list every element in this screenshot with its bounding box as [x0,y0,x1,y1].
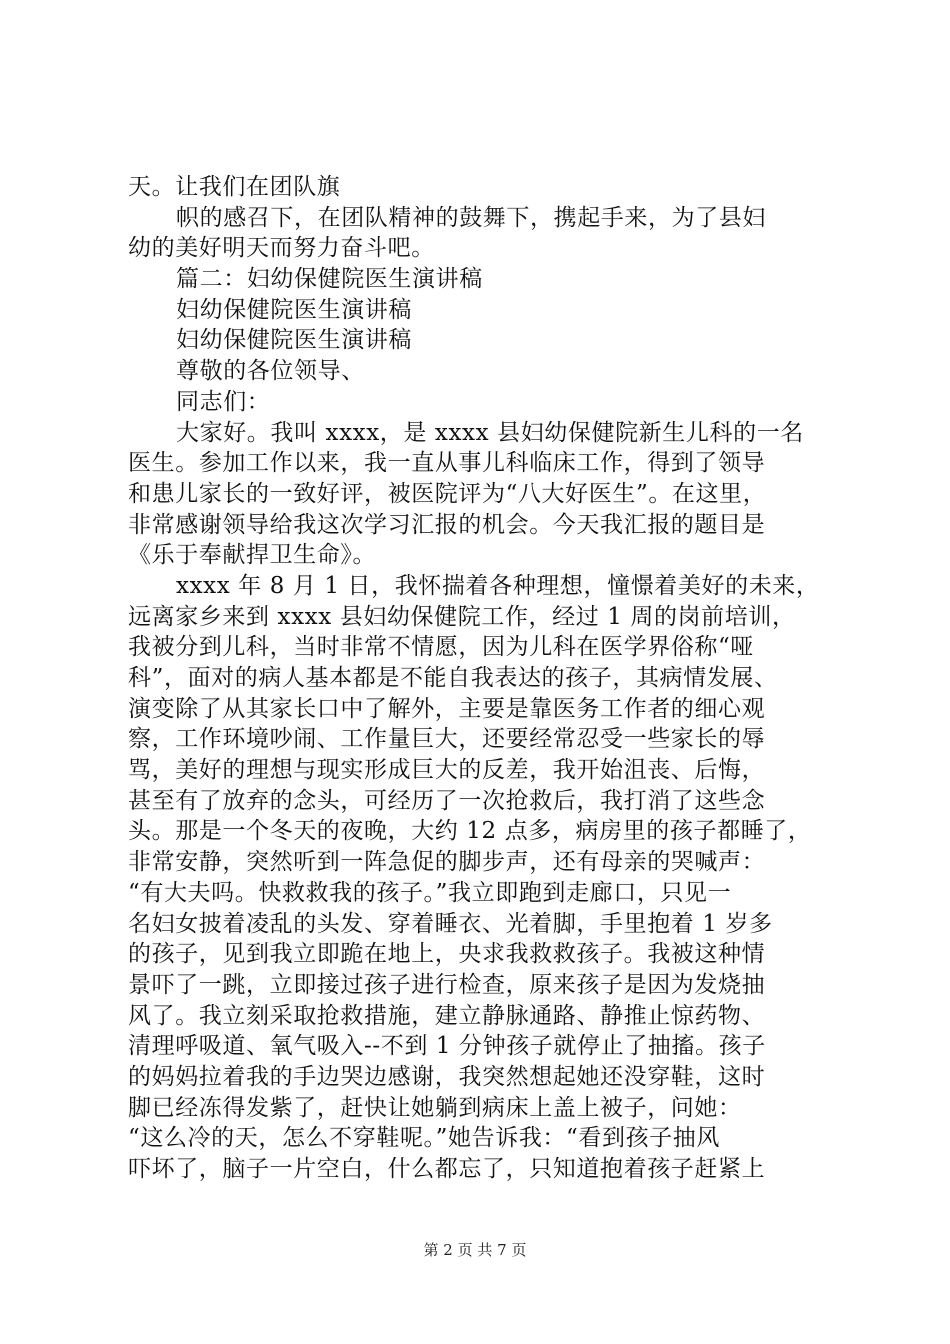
text-line: 名妇女披着凌乱的头发、穿着睡衣、光着脚，手里抱着 1 岁多 [128,910,773,937]
text-line: 妇幼保健院医生演讲稿 [176,296,412,323]
text-line: 妇幼保健院医生演讲稿 [176,327,412,354]
text-line: 的妈妈拉着我的手边哭边感谢，我突然想起她还没穿鞋，这时 [128,1063,766,1090]
text-line: 《乐于奉献捍卫生命》。 [128,542,377,569]
text-line: 远离家乡来到 xxxx 县妇幼保健院工作，经过 1 周的岗前培训， [128,603,796,630]
text-line: 骂，美好的理想与现实形成巨大的反差，我开始沮丧、后悔， [128,757,766,784]
text-line: 尊敬的各位领导、 [176,358,365,385]
text-line: 帜的感召下，在团队精神的鼓舞下，携起手来，为了县妇 [176,204,766,231]
text-line: 演变除了从其家长口中了解外，主要是靠医务工作者的细心观 [128,695,766,722]
text-line: 脚已经冻得发紫了，赶快让她躺到病床上盖上被子，问她： [128,1094,742,1121]
text-line: 科”，面对的病人基本都是不能自我表达的孩子，其病情发展、 [128,665,778,691]
text-line: 吓坏了，脑子一片空白，什么都忘了，只知道抱着孩子赶紧上 [128,1156,766,1182]
text-line: 景吓了一跳，立即接过孩子进行检查，原来孩子是因为发烧抽 [128,971,766,998]
text-line: 的孩子，见到我立即跪在地上，央求我救救孩子。我被这种情 [128,941,766,968]
text-line: 风了。我立刻采取抢救措施，建立静脉通路、静推止惊药物、 [128,1002,766,1029]
document-body [128,172,838,1185]
text-line: 天。让我们在团队旗 [128,174,341,200]
text-line: 大家好。我叫 xxxx，是 xxxx 县妇幼保健院新生儿科的一名 [176,419,804,446]
text-line: 非常感谢领导给我这次学习汇报的机会。今天我汇报的题目是 [128,511,766,538]
text-line: “这么冷的天，怎么不穿鞋呢。”她告诉我：“看到孩子抽风 [128,1125,720,1152]
text-line: 同志们： [176,388,271,415]
text-line: 医生。参加工作以来，我一直从事儿科临床工作，得到了领导 [128,450,766,477]
text-line: 我被分到儿科，当时非常不情愿，因为儿科在医学界俗称“哑 [128,634,754,661]
text-line: 非常安静，突然听到一阵急促的脚步声，还有母亲的哭喊声： [128,849,766,876]
page-footer: 第 2 页 共 7 页 [423,1241,527,1259]
text-line: “有大夫吗。快救救我的孩子。”我立即跑到走廊口，只见一 [128,879,732,906]
text-line: xxxx 年 8 月 1 日，我怀揣着各种理想，憧憬着美好的未来， [176,572,820,599]
text-line: 篇二：妇幼保健院医生演讲稿 [176,266,483,293]
text-line: 察，工作环境吵闹、工作量巨大，还要经常忍受一些家长的辱 [128,726,766,753]
text-line: 清理呼吸道、氧气吸入--不到 1 分钟孩子就停止了抽搐。孩子 [128,1033,766,1060]
text-line: 和患儿家长的一致好评，被医院评为“八大好医生”。在这里， [128,480,767,507]
text-line: 幼的美好明天而努力奋斗吧。 [128,235,435,262]
text-line: 头。那是一个冬天的夜晚，大约 12 点多，病房里的孩子都睡了， [128,818,812,845]
text-line: 甚至有了放弃的念头，可经历了一次抢救后，我打消了这些念 [128,787,766,814]
